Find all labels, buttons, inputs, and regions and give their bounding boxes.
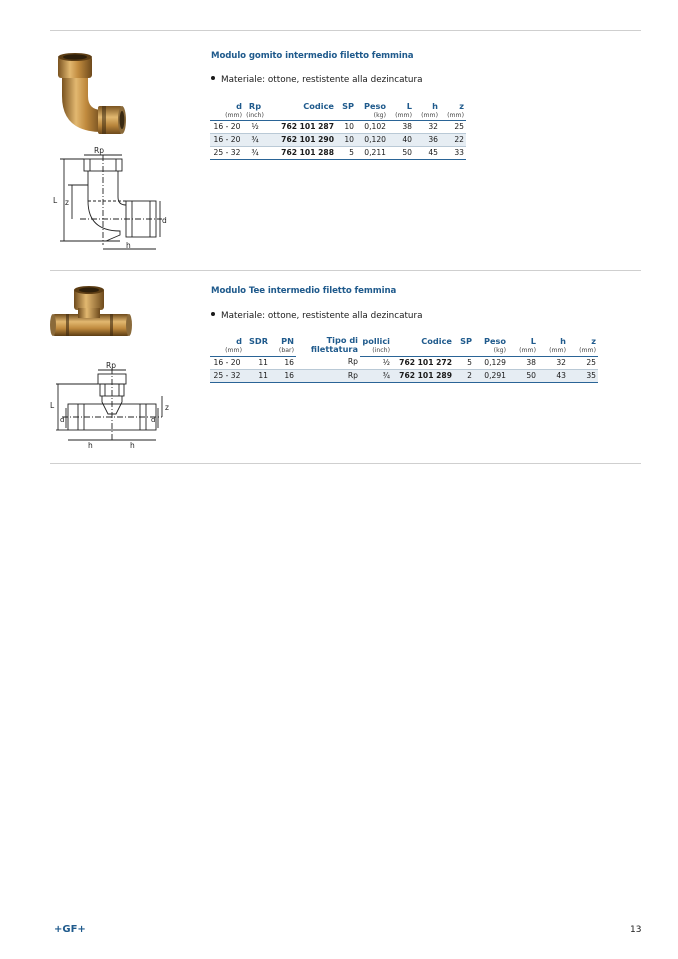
cell-sp: 10	[336, 134, 356, 147]
cell-h: 36	[414, 134, 440, 147]
table-row	[210, 369, 598, 382]
unit-h: (mm)	[538, 346, 568, 356]
section-title-elbow: Modulo gomito intermedio filetto femmina	[211, 51, 414, 61]
unit-z: (mm)	[440, 111, 466, 121]
tee-technical-drawing	[50, 360, 180, 455]
section-divider	[50, 463, 641, 464]
cell-pollici: ¾	[360, 369, 392, 382]
col-header-d: d	[236, 101, 242, 111]
cell-l: 50	[508, 369, 538, 382]
unit-h: (mm)	[414, 111, 440, 121]
cell-codice: 762 101 272	[392, 356, 454, 369]
cell-codice: 762 101 290	[266, 134, 336, 147]
cell-rp: ½	[244, 121, 266, 134]
cell-codice: 762 101 288	[266, 147, 336, 160]
drawing-label-h: h	[126, 241, 131, 250]
cell-h: 43	[538, 369, 568, 382]
section-title-tee: Modulo Tee intermedio filetto femmina	[211, 286, 397, 296]
col-header-peso: Peso	[483, 336, 506, 347]
unit-d: (mm)	[210, 346, 244, 356]
col-header-l: L	[530, 336, 536, 347]
table-row	[210, 121, 466, 134]
cell-l: 50	[388, 147, 414, 160]
col-header-sp: SP	[342, 101, 354, 111]
col-header-z: z	[591, 336, 596, 347]
bullet-dot	[211, 76, 215, 80]
unit-peso: (kg)	[474, 346, 508, 356]
cell-codice: 762 101 289	[392, 369, 454, 382]
unit-sp	[336, 111, 356, 121]
unit-sdr	[244, 346, 270, 356]
drawing-label-rp: Rp	[106, 361, 116, 370]
col-header-z: z	[459, 101, 464, 111]
cell-rp: ¾	[244, 134, 266, 147]
drawing-label-d-left: d	[60, 416, 65, 424]
cell-l: 40	[388, 134, 414, 147]
unit-pollici: (inch)	[360, 346, 392, 356]
col-header-sdr: SDR	[249, 336, 268, 347]
unit-rp: (inch)	[244, 111, 266, 121]
cell-peso: 0,291	[474, 369, 508, 382]
drawing-label-d: d	[162, 216, 167, 225]
cell-peso: 0,120	[356, 134, 388, 147]
cell-peso: 0,211	[356, 147, 388, 160]
unit-l: (mm)	[508, 346, 538, 356]
col-header-l: L	[406, 101, 412, 111]
bullet-dot	[211, 312, 215, 316]
spec-table-elbow	[210, 101, 466, 160]
cell-d: 25 - 32	[210, 147, 244, 160]
drawing-label-h-right: h	[130, 441, 135, 450]
cell-l: 38	[388, 121, 414, 134]
table-row	[210, 356, 598, 369]
col-header-tipo-filettatura	[296, 336, 360, 356]
top-divider	[50, 30, 641, 31]
cell-pn: 16	[270, 369, 296, 382]
col-header-pollici: pollici	[362, 336, 390, 347]
drawing-label-z: z	[65, 198, 69, 207]
cell-sp: 5	[454, 356, 474, 369]
cell-z: 22	[440, 134, 466, 147]
cell-l: 38	[508, 356, 538, 369]
cell-codice: 762 101 287	[266, 121, 336, 134]
material-text: Materiale: ottone, restistente alla dezincatura	[221, 75, 423, 85]
cell-sdr: 11	[244, 356, 270, 369]
col-header-d: d	[236, 336, 242, 347]
drawing-label-z: z	[165, 403, 169, 412]
cell-d: 25 - 32	[210, 369, 244, 382]
drawing-label-h-left: h	[88, 441, 93, 450]
col-header-peso: Peso	[363, 101, 386, 111]
unit-d: (mm)	[210, 111, 244, 121]
cell-sp: 10	[336, 121, 356, 134]
unit-pn: (bar)	[270, 346, 296, 356]
unit-codice	[266, 111, 336, 121]
cell-sdr: 11	[244, 369, 270, 382]
unit-l: (mm)	[388, 111, 414, 121]
cell-h: 45	[414, 147, 440, 160]
drawing-label-l: L	[50, 401, 55, 410]
cell-tipo-filettatura: Rp	[296, 356, 360, 369]
elbow-fitting-photo	[50, 50, 130, 140]
spec-table-tee	[210, 336, 598, 383]
gf-logo: +GF+	[54, 924, 86, 935]
drawing-label-l: L	[53, 196, 58, 205]
section-divider	[50, 270, 641, 271]
col-header-rp: Rp	[248, 101, 262, 111]
unit-peso: (kg)	[356, 111, 388, 121]
cell-z: 33	[440, 147, 466, 160]
cell-d: 16 - 20	[210, 121, 244, 134]
cell-z: 25	[440, 121, 466, 134]
unit-sp	[454, 346, 474, 356]
cell-peso: 0,102	[356, 121, 388, 134]
col-header-sp: SP	[460, 336, 472, 347]
cell-h: 32	[538, 356, 568, 369]
drawing-label-rp: Rp	[94, 146, 104, 155]
cell-peso: 0,129	[474, 356, 508, 369]
cell-tipo-filettatura: Rp	[296, 369, 360, 382]
cell-z: 35	[568, 369, 598, 382]
material-bullet-tee	[211, 311, 423, 321]
drawing-label-d-right: d	[151, 416, 156, 424]
table-row	[210, 147, 466, 160]
col-header-codice: Codice	[421, 336, 452, 347]
cell-d: 16 - 20	[210, 356, 244, 369]
cell-sp: 2	[454, 369, 474, 382]
unit-codice	[392, 346, 454, 356]
col-header-pn: PN	[281, 336, 294, 347]
cell-sp: 5	[336, 147, 356, 160]
table-row	[210, 134, 466, 147]
cell-pn: 16	[270, 356, 296, 369]
elbow-technical-drawing	[50, 145, 170, 255]
page-number: 13	[630, 925, 642, 935]
col-header-codice: Codice	[303, 101, 334, 111]
cell-d: 16 - 20	[210, 134, 244, 147]
unit-z: (mm)	[568, 346, 598, 356]
cell-h: 32	[414, 121, 440, 134]
cell-pollici: ½	[360, 356, 392, 369]
col-header-h: h	[432, 101, 438, 111]
col-header-h: h	[560, 336, 566, 347]
cell-rp: ¾	[244, 147, 266, 160]
material-text: Materiale: ottone, restistente alla dezincatura	[221, 311, 423, 321]
tee-fitting-photo	[48, 284, 134, 346]
material-bullet-elbow	[211, 75, 423, 85]
tipo-filettatura-label: Tipo di filettatura	[310, 335, 358, 354]
cell-z: 25	[568, 356, 598, 369]
